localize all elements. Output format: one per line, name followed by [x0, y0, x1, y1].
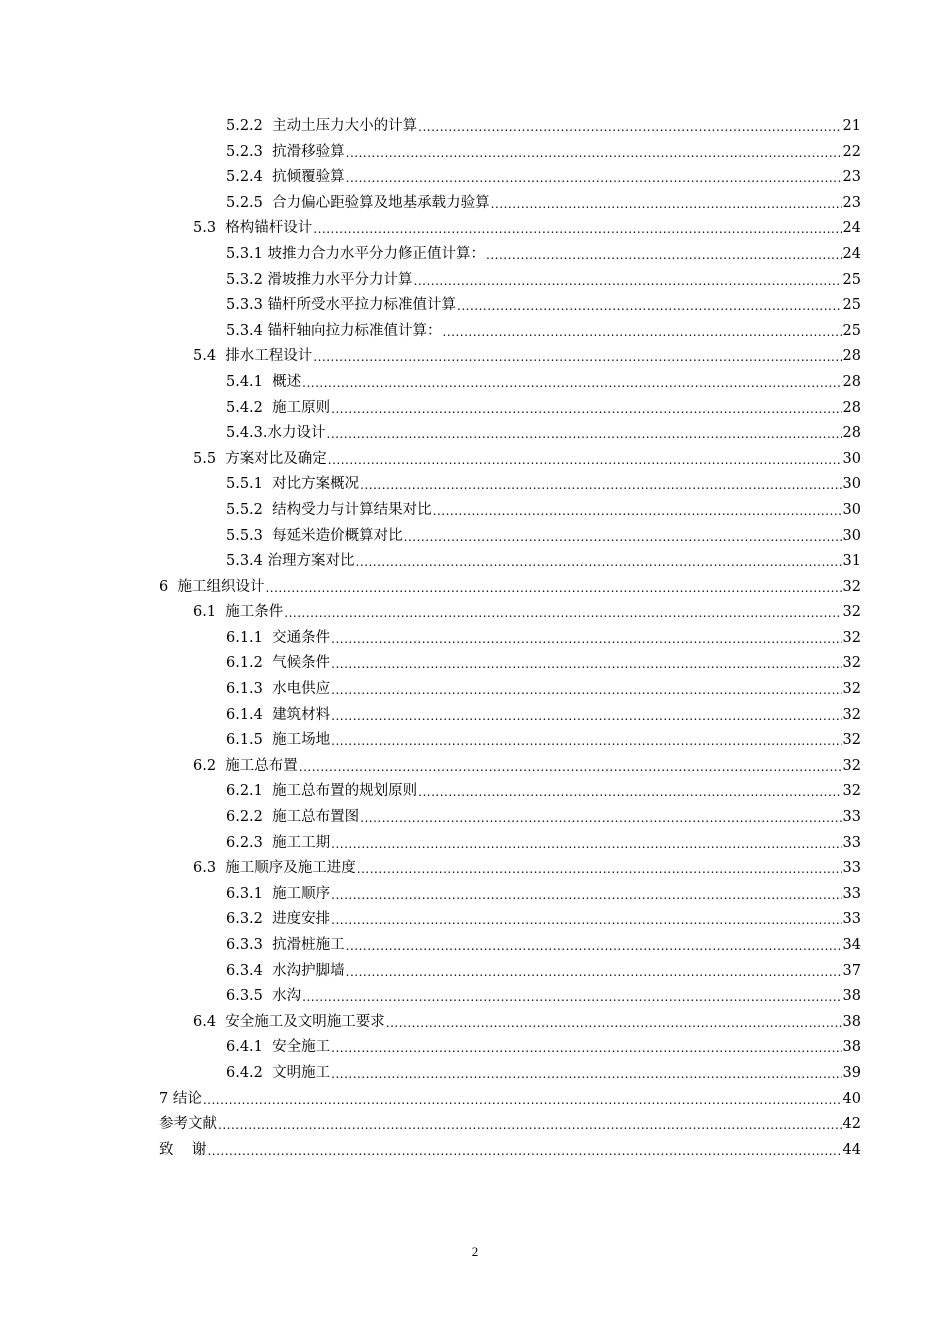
toc-entry[interactable]	[159, 216, 861, 242]
toc-entry-title: 6.1.2 气候条件	[226, 655, 331, 672]
toc-entry[interactable]	[159, 421, 861, 447]
toc-entry[interactable]	[159, 370, 861, 396]
toc-entry-page: 32	[842, 706, 861, 723]
toc-entry-page: 44	[842, 1141, 861, 1158]
toc-entry-title: 参考文献	[159, 1116, 217, 1133]
toc-entry-title: 7 结论	[159, 1090, 202, 1107]
toc-dot-leader	[331, 832, 841, 858]
toc-entry-title: 5.3 格构锚杆设计	[193, 220, 313, 237]
toc-entry-title: 5.5.3 每延米造价概算对比	[226, 527, 403, 544]
toc-entry-page: 25	[842, 322, 861, 339]
toc-entry-title: 5.2.2 主动土压力大小的计算	[226, 118, 418, 134]
toc-dot-leader	[491, 192, 842, 218]
toc-dot-leader	[357, 857, 842, 883]
toc-dot-leader	[331, 908, 841, 934]
toc-entry-page: 39	[842, 1064, 861, 1081]
toc-entry-title: 5.3.4 锚杆轴向拉力标准值计算：	[226, 322, 442, 339]
toc-entry-title: 5.5.2 结构受力与计算结果对比	[226, 501, 432, 518]
toc-dot-leader	[331, 678, 841, 704]
toc-entry-title: 6.1.4 建筑材料	[226, 706, 331, 723]
toc-dot-leader	[414, 269, 842, 295]
toc-dot-leader	[418, 115, 841, 141]
toc-entry-page: 30	[842, 527, 861, 544]
toc-entry-page: 34	[842, 937, 861, 953]
toc-entry-page: 38	[842, 1013, 861, 1030]
toc-dot-leader	[331, 1062, 841, 1088]
toc-dot-leader	[360, 473, 841, 499]
toc-entry[interactable]	[159, 447, 861, 473]
toc-entry[interactable]	[159, 396, 861, 422]
toc-entry[interactable]	[159, 1087, 861, 1113]
toc-entry-title: 5.2.4 抗倾覆验算	[226, 169, 345, 186]
toc-entry-page: 32	[842, 578, 861, 595]
toc-dot-leader	[443, 320, 842, 346]
toc-entry-page: 38	[842, 1039, 861, 1056]
toc-entry-page: 33	[842, 834, 861, 851]
toc-dot-leader	[457, 294, 842, 320]
toc-entry[interactable]	[159, 498, 861, 524]
toc-entry-title: 6.3 施工顺序及施工进度	[193, 860, 356, 877]
toc-entry-title: 5.5.1 对比方案概况	[226, 476, 360, 493]
toc-entry-page: 31	[842, 553, 861, 570]
toc-entry[interactable]	[159, 933, 861, 959]
toc-entry-page: 42	[842, 1116, 861, 1133]
toc-dot-leader	[346, 960, 842, 986]
toc-entry-page: 30	[842, 501, 861, 518]
toc-entry-page: 40	[842, 1090, 861, 1107]
toc-dot-leader	[486, 243, 842, 269]
toc-entry-page: 30	[842, 476, 861, 493]
toc-entry-title: 5.4.3.水力设计	[226, 425, 326, 442]
toc-entry-title: 5.2.3 抗滑移验算	[226, 143, 345, 160]
toc-entry-page: 28	[842, 348, 861, 365]
toc-entry-page: 25	[842, 297, 861, 314]
toc-entry[interactable]	[159, 524, 861, 550]
toc-entry-title: 6.3.5 水沟	[226, 988, 302, 1005]
toc-entry-page: 30	[842, 450, 861, 467]
toc-dot-leader	[360, 806, 841, 832]
toc-entry[interactable]	[159, 191, 861, 217]
toc-dot-leader	[302, 985, 841, 1011]
toc-entry[interactable]	[159, 907, 861, 933]
toc-entry-title: 5.4.2 施工原则	[226, 399, 331, 416]
toc-entry-title: 6.3.1 施工顺序	[226, 885, 331, 902]
toc-entry-page: 32	[842, 681, 861, 698]
toc-dot-leader	[418, 780, 841, 806]
toc-entry[interactable]	[159, 651, 861, 677]
toc-dot-leader	[331, 652, 841, 678]
toc-entry-title: 5.3.4 治理方案对比	[226, 553, 355, 570]
toc-entry-title: 6.2.1 施工总布置的规划原则	[226, 783, 418, 800]
toc-entry-title: 6.1.5 施工场地	[226, 732, 331, 749]
toc-entry-title: 6.1.3 水电供应	[226, 681, 331, 698]
toc-entry[interactable]	[159, 1010, 861, 1036]
toc-dot-leader	[331, 729, 841, 755]
toc-entry[interactable]	[159, 677, 861, 703]
toc-entry[interactable]	[159, 882, 861, 908]
toc-dot-leader	[386, 1011, 842, 1037]
toc-entry-page: 38	[842, 988, 861, 1005]
toc-entry-page: 32	[842, 604, 861, 621]
toc-entry[interactable]	[159, 805, 861, 831]
toc-dot-leader	[328, 448, 842, 474]
toc-entry[interactable]	[159, 472, 861, 498]
toc-dot-leader	[265, 576, 841, 602]
toc-entry[interactable]	[159, 242, 861, 268]
toc-dot-leader	[313, 217, 841, 243]
toc-dot-leader	[331, 397, 841, 423]
page-number: 2	[471, 1244, 479, 1259]
toc-entry-page: 23	[842, 169, 861, 186]
toc-dot-leader	[356, 550, 842, 576]
toc-entry[interactable]	[159, 1035, 861, 1061]
toc-entry-page: 37	[842, 962, 861, 979]
toc-entry-page: 24	[842, 245, 861, 262]
toc-dot-leader	[346, 166, 842, 192]
toc-entry-title: 6.4.2 文明施工	[226, 1064, 331, 1081]
toc-entry-title: 6.1 施工条件	[193, 604, 284, 621]
toc-entry-title: 6 施工组织设计	[159, 578, 265, 595]
toc-entry[interactable]	[159, 959, 861, 985]
toc-dot-leader	[207, 1139, 841, 1165]
toc-dot-leader	[433, 499, 842, 525]
toc-entry[interactable]	[159, 856, 861, 882]
toc-entry[interactable]	[159, 575, 861, 601]
toc-entry[interactable]	[159, 728, 861, 754]
toc-entry-title: 6.2.3 施工工期	[226, 834, 331, 851]
toc-entry-page: 22	[842, 143, 861, 160]
toc-dot-leader	[331, 883, 841, 909]
toc-entry-page: 24	[842, 220, 861, 237]
table-of-contents	[159, 114, 861, 1163]
toc-entry-page: 32	[842, 783, 861, 800]
toc-entry[interactable]	[159, 319, 861, 345]
toc-dot-leader	[404, 525, 842, 551]
toc-entry-page: 32	[842, 757, 861, 774]
toc-entry-title: 致 谢	[159, 1141, 207, 1158]
toc-entry-title: 6.2.2 施工总布置图	[226, 809, 360, 826]
toc-entry[interactable]	[159, 1061, 861, 1087]
toc-entry-title: 5.3.1 坡推力合力水平分力修正值计算：	[226, 245, 486, 262]
toc-entry-page: 25	[842, 271, 861, 288]
toc-entry[interactable]	[159, 268, 861, 294]
toc-entry-page: 28	[842, 373, 861, 390]
toc-entry-title: 6.4 安全施工及文明施工要求	[193, 1013, 385, 1030]
toc-dot-leader	[299, 755, 842, 781]
toc-dot-leader	[284, 601, 841, 627]
toc-entry-page: 28	[842, 399, 861, 416]
toc-entry-page: 33	[842, 911, 861, 928]
toc-entry[interactable]	[159, 344, 861, 370]
toc-entry[interactable]	[159, 549, 861, 575]
toc-dot-leader	[203, 1088, 842, 1114]
toc-entry-title: 5.3.3 锚杆所受水平拉力标准值计算	[226, 297, 457, 314]
toc-entry[interactable]	[159, 984, 861, 1010]
toc-entry-page: 33	[842, 860, 861, 877]
toc-entry-page: 32	[842, 655, 861, 672]
toc-entry[interactable]	[159, 703, 861, 729]
toc-entry[interactable]	[159, 165, 861, 191]
toc-entry-title: 5.3.2 滑坡推力水平分力计算	[226, 271, 413, 288]
toc-entry-title: 5.4 排水工程设计	[193, 348, 313, 365]
toc-entry[interactable]	[159, 626, 861, 652]
toc-dot-leader	[346, 141, 842, 167]
toc-entry-page: 28	[842, 425, 861, 442]
toc-entry-title: 5.5 方案对比及确定	[193, 450, 327, 467]
toc-dot-leader	[331, 704, 841, 730]
toc-entry-title: 5.4.1 概述	[226, 373, 302, 390]
toc-entry[interactable]	[159, 293, 861, 319]
toc-entry[interactable]	[159, 779, 861, 805]
toc-dot-leader	[218, 1113, 842, 1139]
toc-entry-page: 23	[842, 194, 861, 211]
toc-entry-title: 6.3.4 水沟护脚墙	[226, 962, 345, 979]
toc-entry-title: 6.3.2 进度安排	[226, 911, 331, 928]
toc-dot-leader	[302, 371, 841, 397]
toc-entry[interactable]	[159, 140, 861, 166]
toc-entry[interactable]	[159, 1112, 861, 1138]
toc-dot-leader	[313, 345, 841, 371]
toc-entry[interactable]	[159, 831, 861, 857]
toc-entry-page: 32	[842, 629, 861, 646]
toc-entry-title: 6.4.1 安全施工	[226, 1039, 331, 1056]
toc-entry[interactable]	[159, 1138, 861, 1164]
toc-entry-page: 21	[842, 118, 861, 134]
toc-dot-leader	[346, 934, 842, 960]
toc-entry-page: 33	[842, 809, 861, 826]
toc-entry-page: 32	[842, 732, 861, 749]
toc-entry-title: 6.1.1 交通条件	[226, 629, 331, 646]
toc-entry-page: 33	[842, 885, 861, 902]
toc-dot-leader	[331, 1036, 841, 1062]
toc-dot-leader	[327, 422, 842, 448]
toc-dot-leader	[331, 627, 841, 653]
toc-entry-title: 5.2.5 合力偏心距验算及地基承载力验算	[226, 194, 490, 211]
toc-entry-title: 6.2 施工总布置	[193, 757, 298, 774]
toc-entry-title: 6.3.3 抗滑桩施工	[226, 937, 345, 953]
toc-entry[interactable]	[159, 114, 861, 140]
toc-entry[interactable]	[159, 600, 861, 626]
toc-entry[interactable]	[159, 754, 861, 780]
